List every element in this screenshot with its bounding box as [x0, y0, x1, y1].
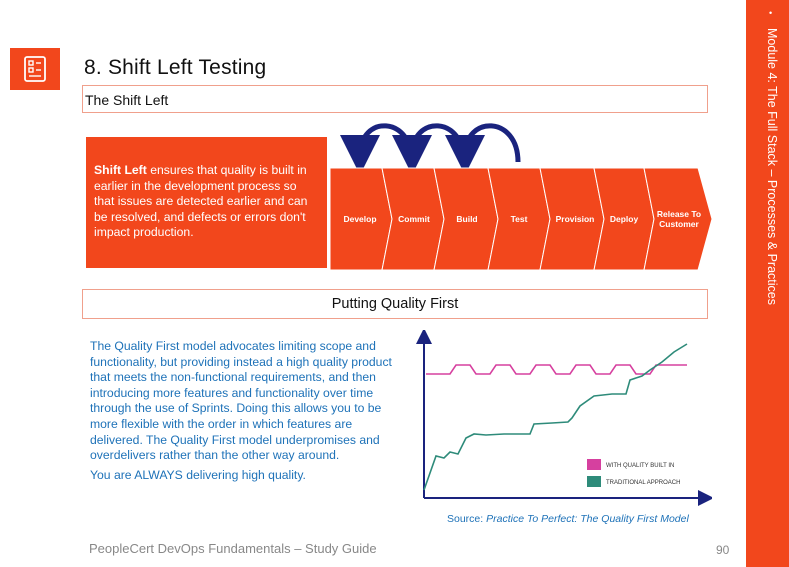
legend-swatch-quality	[587, 459, 601, 470]
stage-label-develop: Develop	[343, 214, 377, 224]
checklist-icon	[23, 56, 47, 82]
shift-left-description	[86, 137, 327, 268]
stage-label-test: Test	[510, 214, 528, 224]
sidebar-bullet: •	[769, 8, 773, 18]
body-paragraph-1: The Quality First model advocates limiting scope and functionality, but providing instead a high quality product that meets the non-functional requirements, and then introducing more features and functionality over time through the use of Sprints. Doing this allows you to be more flexible with the order in which features are delivered. The Quality First model underpromises and overdelivers rather than the other way around.	[90, 339, 392, 463]
legend-label-quality: WITH QUALITY BUILT IN	[606, 463, 675, 469]
module-title: Module 4: The Full Stack – Processes & Practices	[765, 28, 779, 305]
source-prefix: Source:	[447, 513, 487, 525]
stage-label-provision: Provision	[555, 214, 595, 224]
stage-label-commit: Commit	[398, 214, 430, 224]
pipeline-diagram	[328, 120, 714, 275]
source-citation	[447, 513, 689, 525]
shift-left-text: ensures that quality is built in earlier in the development process so that issues are detected earlier and can be resolved, and defects or errors don't impact production.	[94, 163, 308, 239]
page-title: 8. Shift Left Testing	[84, 56, 267, 79]
quality-first-chart	[412, 330, 712, 510]
quality-built-in-line	[426, 365, 687, 374]
shift-left-term: Shift Left	[94, 163, 147, 177]
stage-label-build: Build	[456, 214, 478, 224]
footer-text: PeopleCert DevOps Fundamentals – Study Guide	[89, 541, 377, 556]
curved-arrow-icon	[360, 126, 518, 162]
stage-label-deploy: Deploy	[609, 214, 639, 224]
stage-label-release-2: Customer	[659, 219, 699, 229]
stage-label-release-1: Release To	[656, 209, 702, 219]
quality-first-description	[90, 339, 406, 483]
legend-label-traditional: TRADITIONAL APPROACH	[606, 480, 681, 486]
legend-swatch-traditional	[587, 476, 601, 487]
page-number: 90	[716, 543, 730, 557]
logo	[10, 48, 60, 90]
section-heading-shift-left: The Shift Left	[82, 85, 708, 113]
section-heading-quality-first: Putting Quality First	[82, 289, 708, 319]
source-title: Practice To Perfect: The Quality First Model	[486, 513, 689, 525]
body-paragraph-2: You are ALWAYS delivering high quality.	[90, 467, 306, 482]
